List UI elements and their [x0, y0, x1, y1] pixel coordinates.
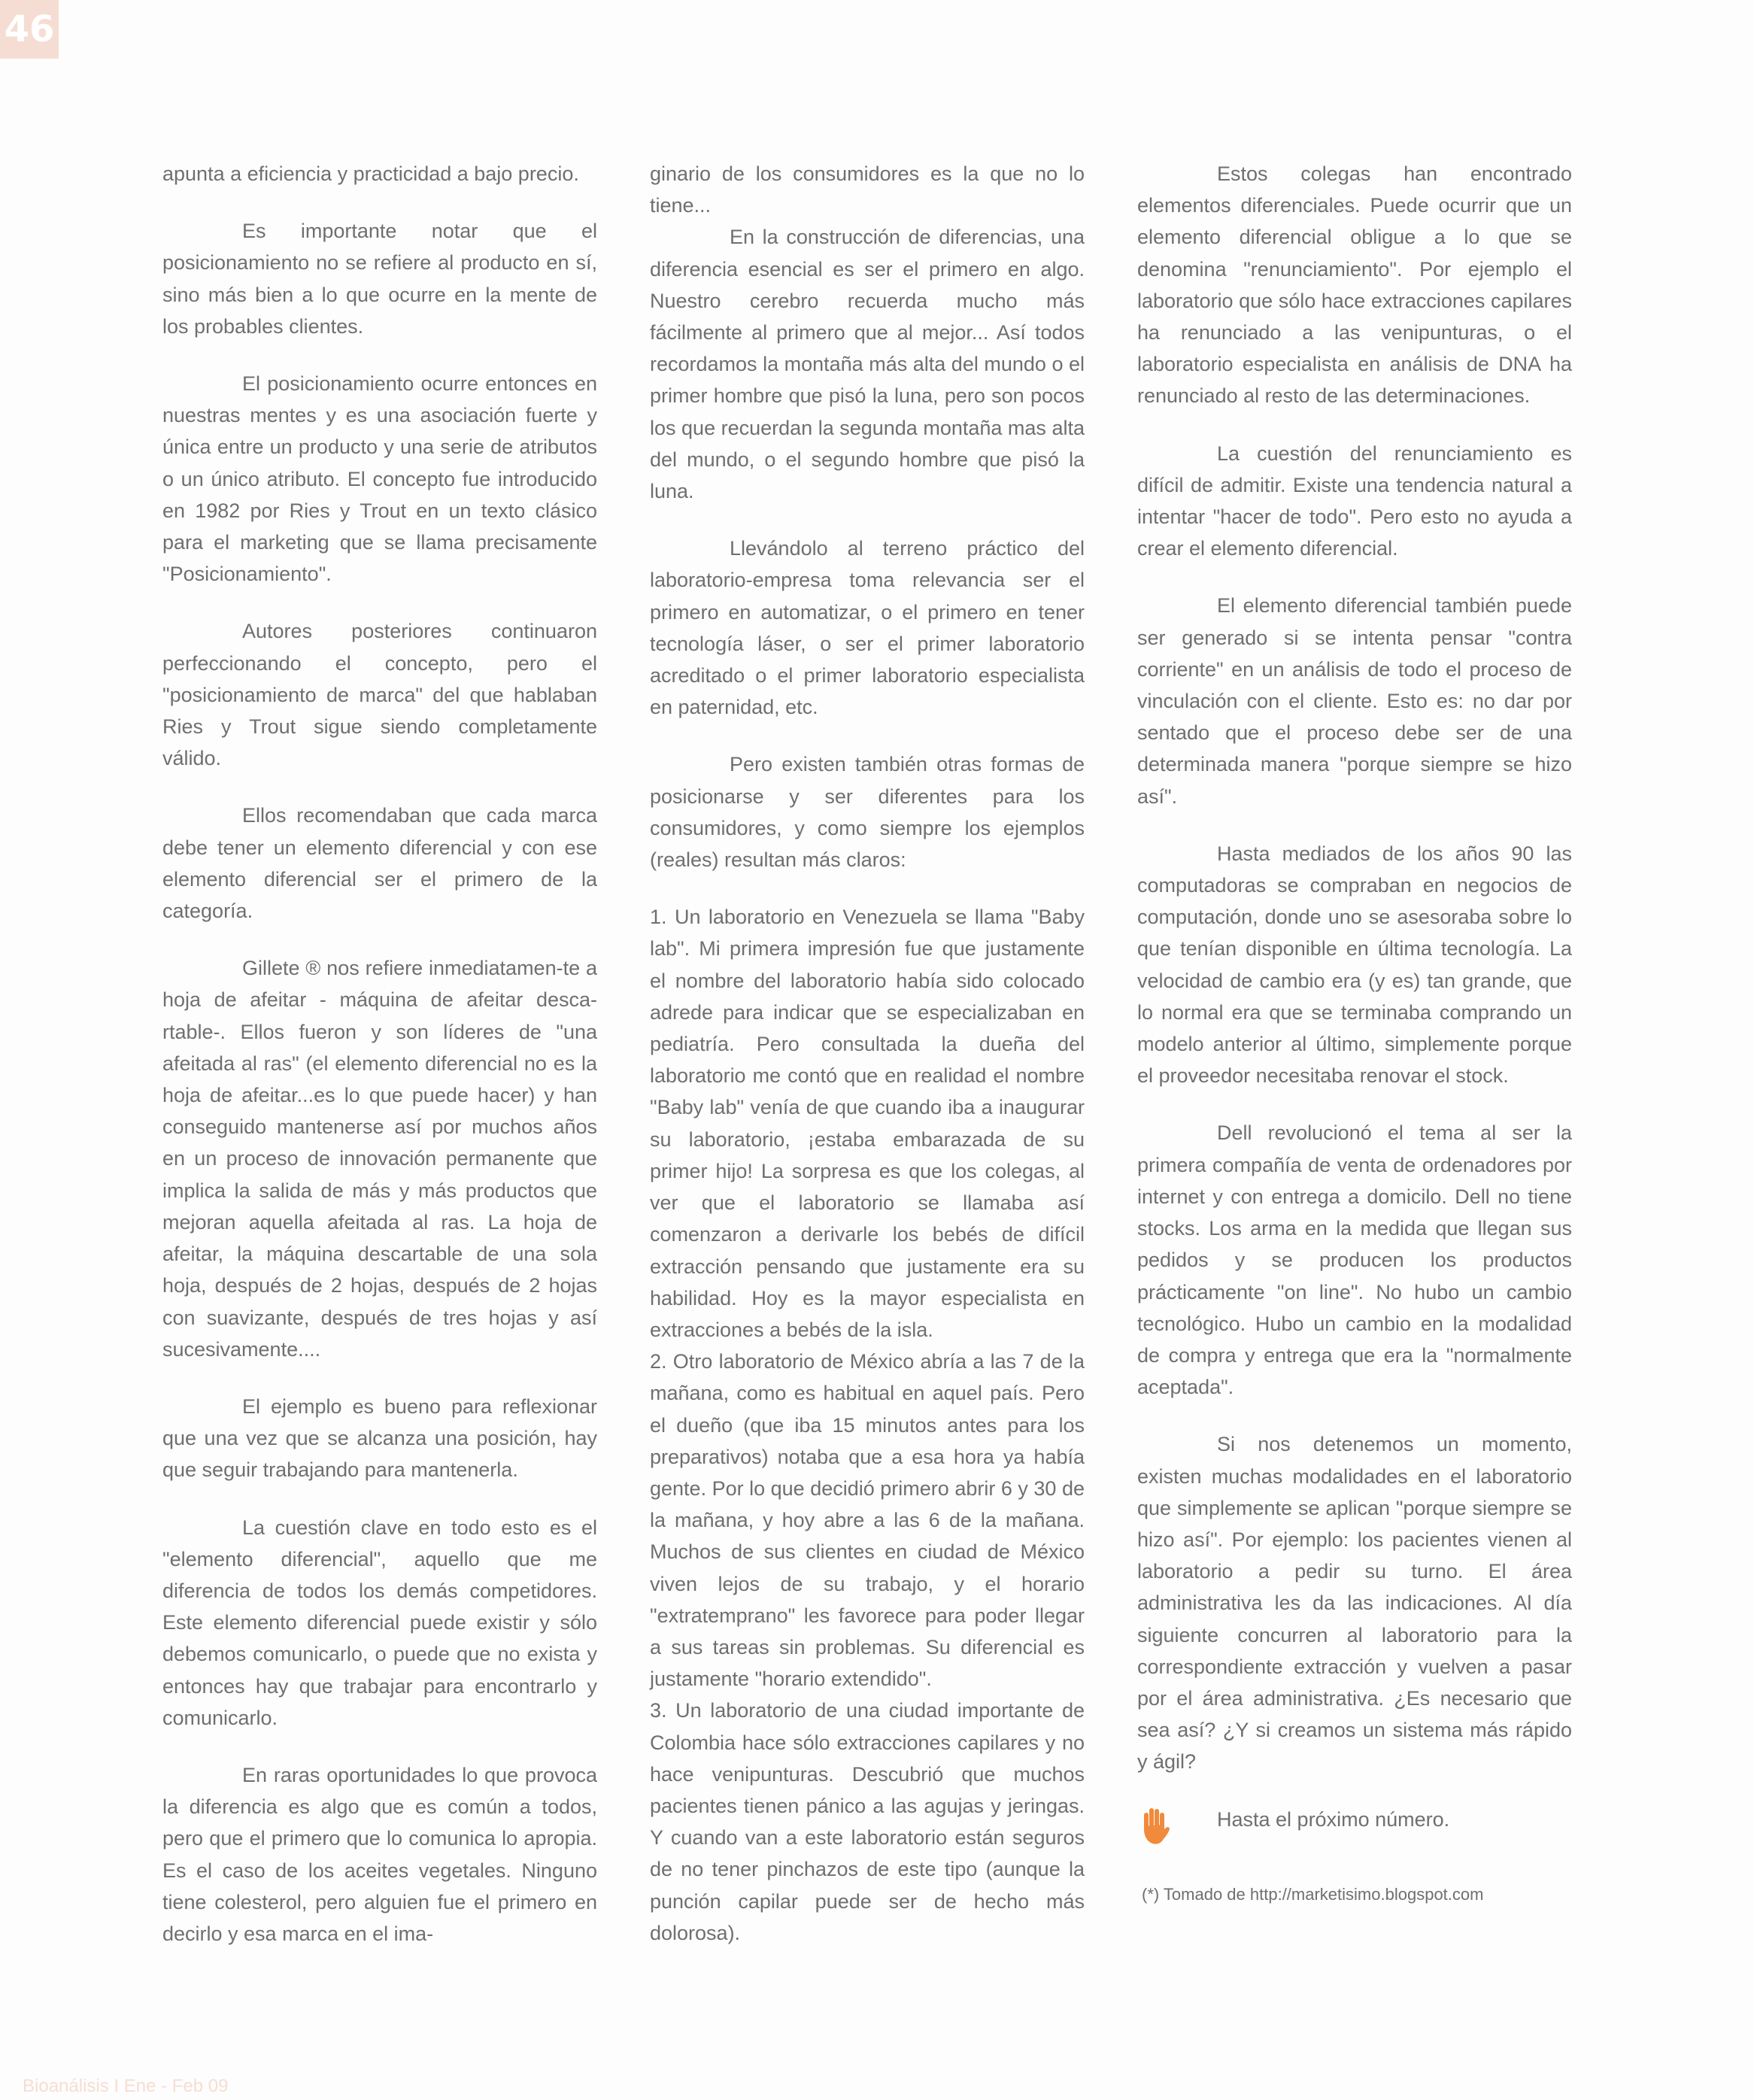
page-footer: Bioanálisis I Ene - Feb 09: [23, 2076, 229, 2096]
closing-line: [1137, 1804, 1572, 1849]
paragraph: La cuestión clave en todo esto es el "elemento diferencial", aquello que me diferencia de todos los demás competidores. Este elemento diferencial puede existir y sólo debemos comunicarlo, o puede que no exista y entonces hay que trabajar para encontrarlo y comunicarlo.: [162, 1516, 597, 1729]
closing-text: Hasta el próximo número.: [1217, 1807, 1450, 1831]
paragraph: Llevándolo al terreno práctico del laboratorio-empresa toma relevancia ser el primero en automatizar, o el primero en tener tecnología láser, o ser el primer laboratorio acreditado o el primer laboratorio especialista en paternidad, etc.: [650, 537, 1085, 719]
page-number: 46: [0, 0, 59, 59]
paragraph: Si nos detenemos un momento, existen muchas modalidades en el laboratorio que simplemente se aplican "porque siempre se hizo así". Por ejemplo: los pacientes vienen al laboratorio a pedir su turno. El área administrativa les da las indicaciones. Al día siguiente concurren al laboratorio para la correspondiente extracción y vuelven a pasar por el área administrativa. ¿Es necesario que sea así? ¿Y si creamos un sistema más rápido y ágil?: [1137, 1433, 1572, 1774]
paragraph: Dell revolucionó el tema al ser la primera compañía de venta de ordenadores por internet y con entrega a domicilo. Dell no tiene stocks. Los arma en la medida que llegan sus pedidos y se producen los productos prácticamente "on line". No hubo un cambio tecnológico. Hubo un cambio en la modalidad de compra y entrega que era la "normalmente aceptada".: [1137, 1121, 1572, 1399]
paragraph: Autores posteriores continuaron perfeccionando el concepto, pero el "posicionamiento de marca" del que hablaban Ries y Trout sigue siendo completamente válido.: [162, 620, 597, 770]
paragraph: Ellos recomendaban que cada marca debe tener un elemento diferencial y con ese elemento diferencial ser el primero de la categoría.: [162, 804, 597, 923]
paragraph: El elemento diferencial también puede ser generado si se intenta pensar "contra corriente" en un análisis de todo el proceso de vinculación con el cliente. Esto es: no dar por sentado que el proceso debe ser de una determinada manera "porque siempre se hizo así".: [1137, 594, 1572, 808]
list-item: 2. Otro laboratorio de México abría a las 7 de la mañana, como es habitual en aquel país. Pero el dueño (que iba 15 minutos antes para los preparativos) notaba que a esa hora ya había gente. Por lo que decidió primero abrir 6 y 30 de la mañana, y hoy abre a las 6 de la mañana. Muchos de sus clientes en ciudad de México viven lejos de su trabajo, y el horario "extratemprano" les favorece para poder llegar a sus tareas sin problemas. Su diferencial es justamente "horario extendido".: [650, 1350, 1085, 1691]
paragraph: apunta a eficiencia y practicidad a bajo precio.: [162, 162, 579, 185]
article-column-2: [650, 158, 1085, 1949]
source-note: (*) Tomado de http://marketisimo.blogspot.com: [1142, 1884, 1484, 1904]
paragraph: Estos colegas han encontrado elementos diferenciales. Puede ocurrir que un elemento diferencial obligue a lo que se denomina "renunciamiento". Por ejemplo el laboratorio que sólo hace extracciones capilares ha renunciado a las venipunturas, o el laboratorio especialista en análisis de DNA ha renunciado al resto de las determinaciones.: [1137, 162, 1572, 408]
paragraph: Gillete ® nos refiere inmediatamen-te a hoja de afeitar - máquina de afeitar desca-rtable-. Ellos fueron y son líderes de "una afeitada al ras" (el elemento diferencial no es la hoja de afeitar...es lo que puede hacer) y han conseguido mantenerse así por muchos años en un proceso de innovación permanente que implica la salida de más y más productos que mejoran aquella afeitada al ras. La hoja de afeitar, la máquina descartable de una sola hoja, después de 2 hojas, después de 2 hojas con suavizante, después de tres hojas y así sucesivamente....: [162, 957, 597, 1361]
paragraph: Pero existen también otras formas de posicionarse y ser diferentes para los consumidores, y como siempre los ejemplos (reales) resultan más claros:: [650, 753, 1085, 872]
article-column-3: [1137, 158, 1572, 1906]
paragraph: Hasta mediados de los años 90 las computadoras se compraban en negocios de computación, donde uno se asesoraba sobre lo que tenían disponible en última tecnología. La velocidad de cambio era (y es) tan grande, que lo normal era que se terminaba comprando un modelo anterior al último, simplemente porque el proveedor necesitaba renovar el stock.: [1137, 842, 1572, 1088]
list-item: 3. Un laboratorio de una ciudad importante de Colombia hace sólo extracciones capilares y no hace venipunturas. Descubrió que muchos pacientes tienen pánico a las agujas y jeringas. Y cuando van a este laboratorio están seguros de no tener pinchazos de este tipo (aunque la punción capilar puede ser de hecho más dolorosa).: [650, 1699, 1085, 1944]
list-item: 1. Un laboratorio en Venezuela se llama "Baby lab". Mi primera impresión fue que justamente el nombre del laboratorio había sido colocado adrede para indicar que se especializaban en pediatría. Pero consultada la dueña del laboratorio me contó que en realidad el nombre "Baby lab" venía de que cuando iba a inaugurar su laboratorio, ¡estaba embarazada de su primer hijo! La sorpresa es que los colegas, al ver que el laboratorio se llamaba así comenzaron a derivarle los bebés de difícil extracción pensando que justamente era su habilidad. Hoy es la mayor especialista en extracciones a bebés de la isla.: [650, 906, 1085, 1341]
article-column-1: [162, 158, 597, 1975]
paragraph: El ejemplo es bueno para reflexionar que una vez que se alcanza una posición, hay que seguir trabajando para mantenerla.: [162, 1394, 597, 1482]
paragraph: El posicionamiento ocurre entonces en nuestras mentes y es una asociación fuerte y única entre un producto y una serie de atributos o un único atributo. El concepto fue introducido en 1982 por Ries y Trout en un texto clásico para el marketing que se llama precisamente "Posicionamiento".: [162, 372, 597, 586]
paragraph: En la construcción de diferencias, una diferencia esencial es ser el primero en algo. Nuestro cerebro recuerda mucho más fácilmente al primero que al mejor... Así todos recordamos la montaña más alta del mundo o el primer hombre que pisó la luna, pero son pocos los que recuerdan la segunda montaña mas alta del mundo, o el segundo hombre que pisó la luna.: [650, 226, 1085, 503]
paragraph: Es importante notar que el posicionamiento no se refiere al producto en sí, sino más bien a lo que ocurre en la mente de los probables clientes.: [162, 220, 597, 338]
raised-hand-icon: [1137, 1807, 1170, 1846]
paragraph: En raras oportunidades lo que provoca la diferencia es algo que es común a todos, pero que el primero que lo comunica lo apropia. Es el caso de los aceites vegetales. Ninguno tiene colesterol, pero alguien fue el primero en decirlo y esa marca en el ima-: [162, 1763, 597, 1945]
paragraph: La cuestión del renunciamiento es difícil de admitir. Existe una tendencia natural a intentar "hacer de todo". Pero esto no ayuda a crear el elemento diferencial.: [1137, 442, 1572, 560]
paragraph: ginario de los consumidores es la que no lo tiene...: [650, 162, 1085, 217]
